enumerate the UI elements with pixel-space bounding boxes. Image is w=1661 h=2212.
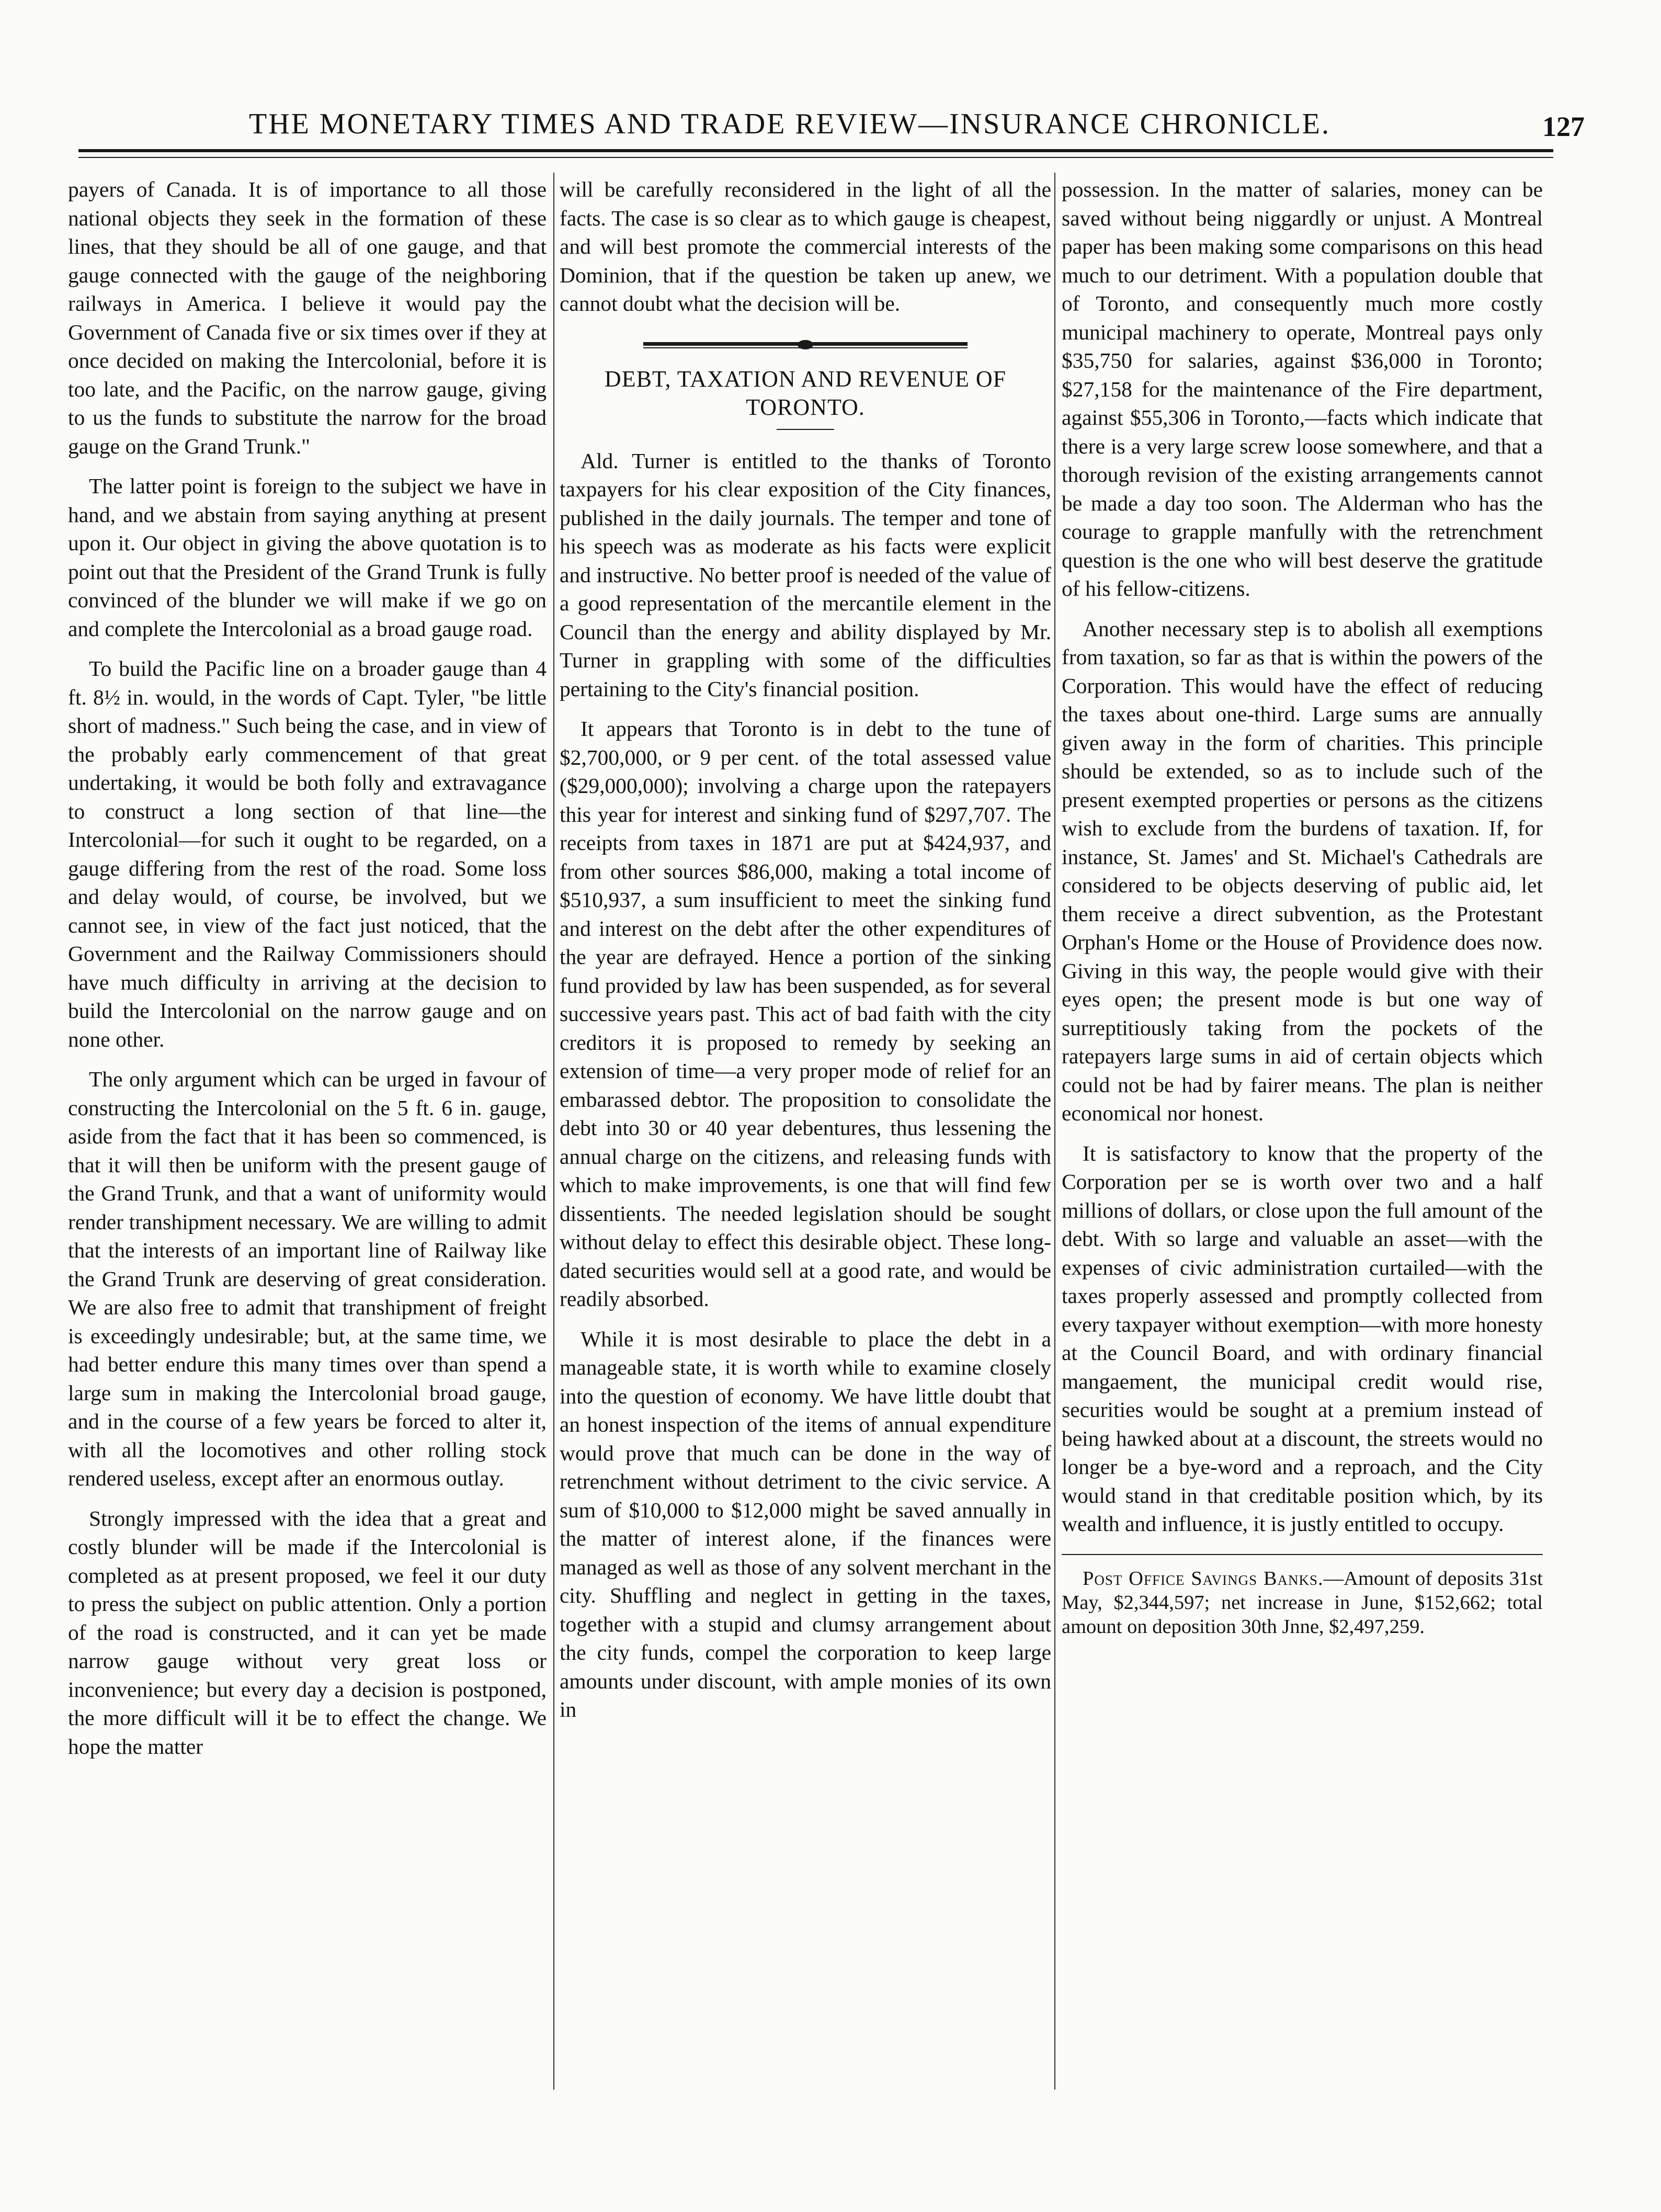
paragraph: The latter point is foreign to the subject we have in hand, and we abstain from saying anything at present upon it. Our object in giving the above quotation is to point out that the President of the Grand Trunk is fully convinced of the blunder we will make if we go on and complete the Intercolonial as a broad gauge road. <box>68 474 547 641</box>
header-rule <box>78 149 1553 152</box>
page-header <box>68 107 1585 144</box>
column-divider <box>553 173 554 2090</box>
column-3 <box>1062 175 1543 2084</box>
column-1 <box>68 175 547 2084</box>
note-caption: Post Office Savings Banks. <box>1083 1567 1324 1590</box>
note-text: —Amount of deposits 31st May, $2,344,597; net increase in June, $152,662; total amount on deposition 30th Jnne, $2,497,259. <box>1062 1567 1543 1638</box>
paragraph: While it is most desirable to place the debt in a manageable state, it is worth while to examine closely into the question of economy. We have little doubt that an honest inspection of the items of annual expenditure would prove that much can be done in the way of retrenchment without detriment to the civic service. A sum of $10,000 to $12,000 might be saved annually in the matter of interest alone, if the finances were managed as well as those of any solvent merchant in the city. Shuffling and neglect in getting in the taxes, together with a stupid and clumsy arrangement about the city funds, compel the corporation to keep large amounts under discount, with ample monies of its own in <box>560 1326 1051 1721</box>
article-heading: DEBT, TAXATION AND REVENUE OF TORONTO. <box>604 366 1007 420</box>
paragraph: It is satisfactory to know that the property of the Corporation per se is worth over two and a half millions of dollars, or close upon the full amount of the debt. With so large and valuable an asset—with the expenses of civic administration curtailed—with the taxes properly assessed and promptly collected from every taxpayer without exemption—with more honesty at the Council Board, and with ordinary financial mangaement, the municipal credit would rise, securities would be sought at a premium instead of being hawked about at a discount, the streets would no longer be a bye-word and a reproach, and the City would stand in that creditable position which, by its wealth and influence, it is justly entitled to occupy. <box>1062 1141 1543 1536</box>
heading-rule <box>777 429 834 430</box>
paragraph: payers of Canada. It is of importance to all those national objects they seek in the formation of these lines, that they should be all of one gauge, and that gauge connected with the gauge of the neighboring railways in America. I believe it would pay the Government of Canada five or six times over if they at once decided on making the Intercolonial, before it is too late, and the Pacific, on the narrow gauge, giving to us the funds to substitute the narrow for the broad gauge on the Grand Trunk." <box>68 177 547 458</box>
savings-bank-note <box>1062 1567 1543 1639</box>
paragraph: Strongly impressed with the idea that a great and costly blunder will be made if the Intercolonial is completed as at present proposed, we feel it our duty to press the subject on public attention. Only a portion of the road is constructed, and it can yet be made narrow gauge without very great loss or inconvenience; but every day a decision is postponed, the more difficult will it be to effect the change. We hope the matter <box>68 1506 547 1759</box>
paragraph: To build the Pacific line on a broader gauge than 4 ft. 8½ in. would, in the words of Capt. Tyler, "be little short of madness." Such being the case, and in view of the probably early commencement of that great undertaking, it would be both folly and extravagance to construct a long section of that line—the Intercolonial—for such it ought to be regarded, on a gauge differing from the rest of the road. Some loss and delay would, of course, be involved, but we cannot see, in view of the fact just noticed, that the Government and the Railway Commissioners should have much difficulty in arriving at the decision to build the Intercolonial on the narrow gauge and on none other. <box>68 656 547 1051</box>
column-2 <box>560 175 1051 2084</box>
column-divider <box>1054 173 1055 2090</box>
running-title: THE MONETARY TIMES AND TRADE REVIEW—INSURANCE CHRONICLE. <box>248 108 1330 140</box>
paragraph: Ald. Turner is entitled to the thanks of Toronto taxpayers for his clear exposition of the City finances, published in the daily journals. The temper and tone of his speech was as moderate as his facts were explicit and instructive. No better proof is needed of the value of a good representation of the mercantile element in the Council than the energy and ability displayed by Mr. Turner in grappling with some of the difficulties pertaining to the City's financial position. <box>560 448 1051 701</box>
paragraph: Another necessary step is to abolish all exemptions from taxation, so far as that is within the powers of the Corporation. This would have the effect of reducing the taxes about one-third. Large sums are annually given away in the form of charities. This principle should be extended, so as to include such of the present exempted properties or persons as the citizens wish to exclude from the burdens of taxation. If, for instance, St. James' and St. Michael's Cathedrals are considered to be objects deserving of public aid, let them receive a direct subvention, as the Protestant Orphan's Home or the House of Providence does now. Giving in this way, the people would give with their eyes open; the present mode is but one way of surreptitiously taking from the pockets of the ratepayers large sums in aid of certain objects which could not be had by fairer means. The plan is neither economical nor honest. <box>1062 616 1543 1125</box>
section-ornament-rule <box>643 340 968 351</box>
paragraph: It appears that Toronto is in debt to the tune of $2,700,000, or 9 per cent. of the total assessed value ($29,000,000); involving a charge upon the ratepayers this year for interest and sinking fund of $297,707. The receipts from taxes in 1871 are put at $424,937, and from other sources $86,000, making a total income of $510,937, a sum insufficient to meet the sinking fund and interest on the debt after the other expenditures of the year are defrayed. Hence a portion of the sinking fund provided by law has been suspended, as for several successive years past. This act of bad faith with the city creditors it is proposed to remedy by seeking an extension of time—a very proper mode of relief for an embarassed debtor. The proposition to consolidate the debt into 30 or 40 year debentures, thus lessening the annual charge on the citizens, and releasing funds with which to make improvements, is one that will find few dissentients. The needed legislation should be sought without delay to effect this desirable object. These long-dated securities would sell at a good rate, and would be readily absorbed. <box>560 717 1051 1311</box>
paragraph: The only argument which can be urged in favour of constructing the Intercolonial on the 5 ft. 6 in. gauge, aside from the fact that it has been so commenced, is that it will then be uniform with the present gauge of the Grand Trunk, and that a want of uniformity would render transhipment necessary. We are willing to admit that the interests of an important line of Railway like the Grand Trunk are deserving of great consideration. We are also free to admit that transhipment of freight is exceedingly undesirable; but, at the same time, we had better endure this many times over than spend a large sum in making the Intercolonial broad gauge, and in the course of a few years be forced to alter it, with all the locomotives and other rolling stock rendered useless, except after an enormous outlay. <box>68 1067 547 1490</box>
header-rule-thin <box>78 157 1553 158</box>
page-number: 127 <box>1542 111 1585 142</box>
paragraph: possession. In the matter of salaries, money can be saved without being niggardly or unjust. A Montreal paper has been making some comparisons on this head much to our detriment. With a population double that of Toronto, and consequently much more costly municipal machinery to operate, Montreal pays only $35,750 for salaries, against $36,000 in Toronto; $27,158 for the maintenance of the Fire department, against $55,306 in Toronto,—facts which indicate that there is a very large screw loose somewhere, and that a thorough revision of the existing arrangements cannot be made a day too soon. The Alderman who has the courage to grapple manfully with the retrenchment question is the one who will best deserve the gratitude of his fellow-citizens. <box>1062 177 1543 600</box>
note-divider <box>1062 1554 1543 1555</box>
paragraph: will be carefully reconsidered in the light of all the facts. The case is so clear as to which gauge is cheapest, and will best promote the commercial interests of the Dominion, that if the question be taken up anew, we cannot doubt what the decision will be. <box>560 177 1051 315</box>
